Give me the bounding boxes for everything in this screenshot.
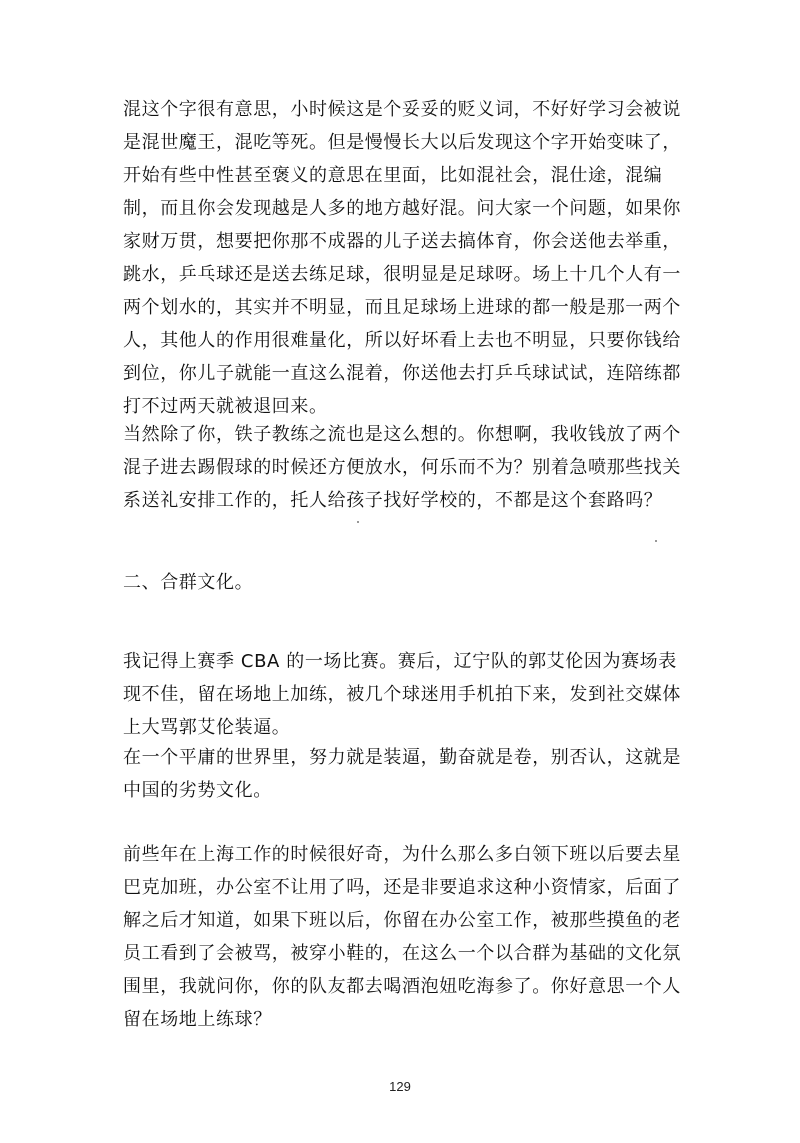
- paragraph-coach-thinking: 当然除了你，铁子教练之流也是这么想的。你想啊，我收钱放了两个混子进去踢假球的时候还方便放水，何乐而不为？别着急喷那些找关系送礼安排工作的，托人给孩子找好学校的，不都是这个套路吗？: [123, 424, 681, 511]
- scan-speck: [357, 521, 359, 523]
- paragraph-hun-meaning: 混这个字很有意思，小时候这是个妥妥的贬义词，不好好学习会被说是混世魔王，混吃等死。但是慢慢长大以后发现这个字开始变味了，开始有些中性甚至褒义的意思在里面，比如混社会，混仕途，混编制，而且你会发现越是人多的地方越好混。问大家一个问题，如果你家财万贯，想要把你那不成器的儿子送去搞体育，你会送他去举重，跳水，乒乓球还是送去练足球，很明显是足球呀。场上十几个人有一两个划水的，其实并不明显，而且足球场上进球的都一般是那一两个人，其他人的作用很难量化，所以好坏看上去也不明显，只要你钱给到位，你儿子就能一直这么混着，你送他去打乒乓球试试，连陪练都打不过两天就被退回来。: [123, 99, 681, 417]
- page-number: 129: [389, 1079, 411, 1094]
- paragraph-cba-game: 我记得上赛季 CBA 的一场比赛。赛后，辽宁队的郭艾伦因为赛场表现不佳，留在场地上加练，被几个球迷用手机拍下来，发到社交媒体上大骂郭艾伦装逼。: [123, 651, 681, 738]
- section-heading-conformity-culture: 二、合群文化。: [123, 572, 254, 593]
- scan-speck: [655, 540, 657, 542]
- paragraph-shanghai-work: 前些年在上海工作的时候很好奇，为什么那么多白领下班以后要去星巴克加班，办公室不让用了吗，还是非要追求这种小资情家，后面了解之后才知道，如果下班以后，你留在办公室工作，被那些摸鱼的老员工看到了会被骂，被穿小鞋的，在这么一个以合群为基础的文化氛围里，我就问你，你的队友都去喝酒泡妞吃海参了。你好意思一个人留在场地上练球？: [123, 844, 681, 1030]
- paragraph-mediocre-world: 在一个平庸的世界里，努力就是装逼，勤奋就是卷，别否认，这就是中国的劣势文化。: [123, 747, 681, 801]
